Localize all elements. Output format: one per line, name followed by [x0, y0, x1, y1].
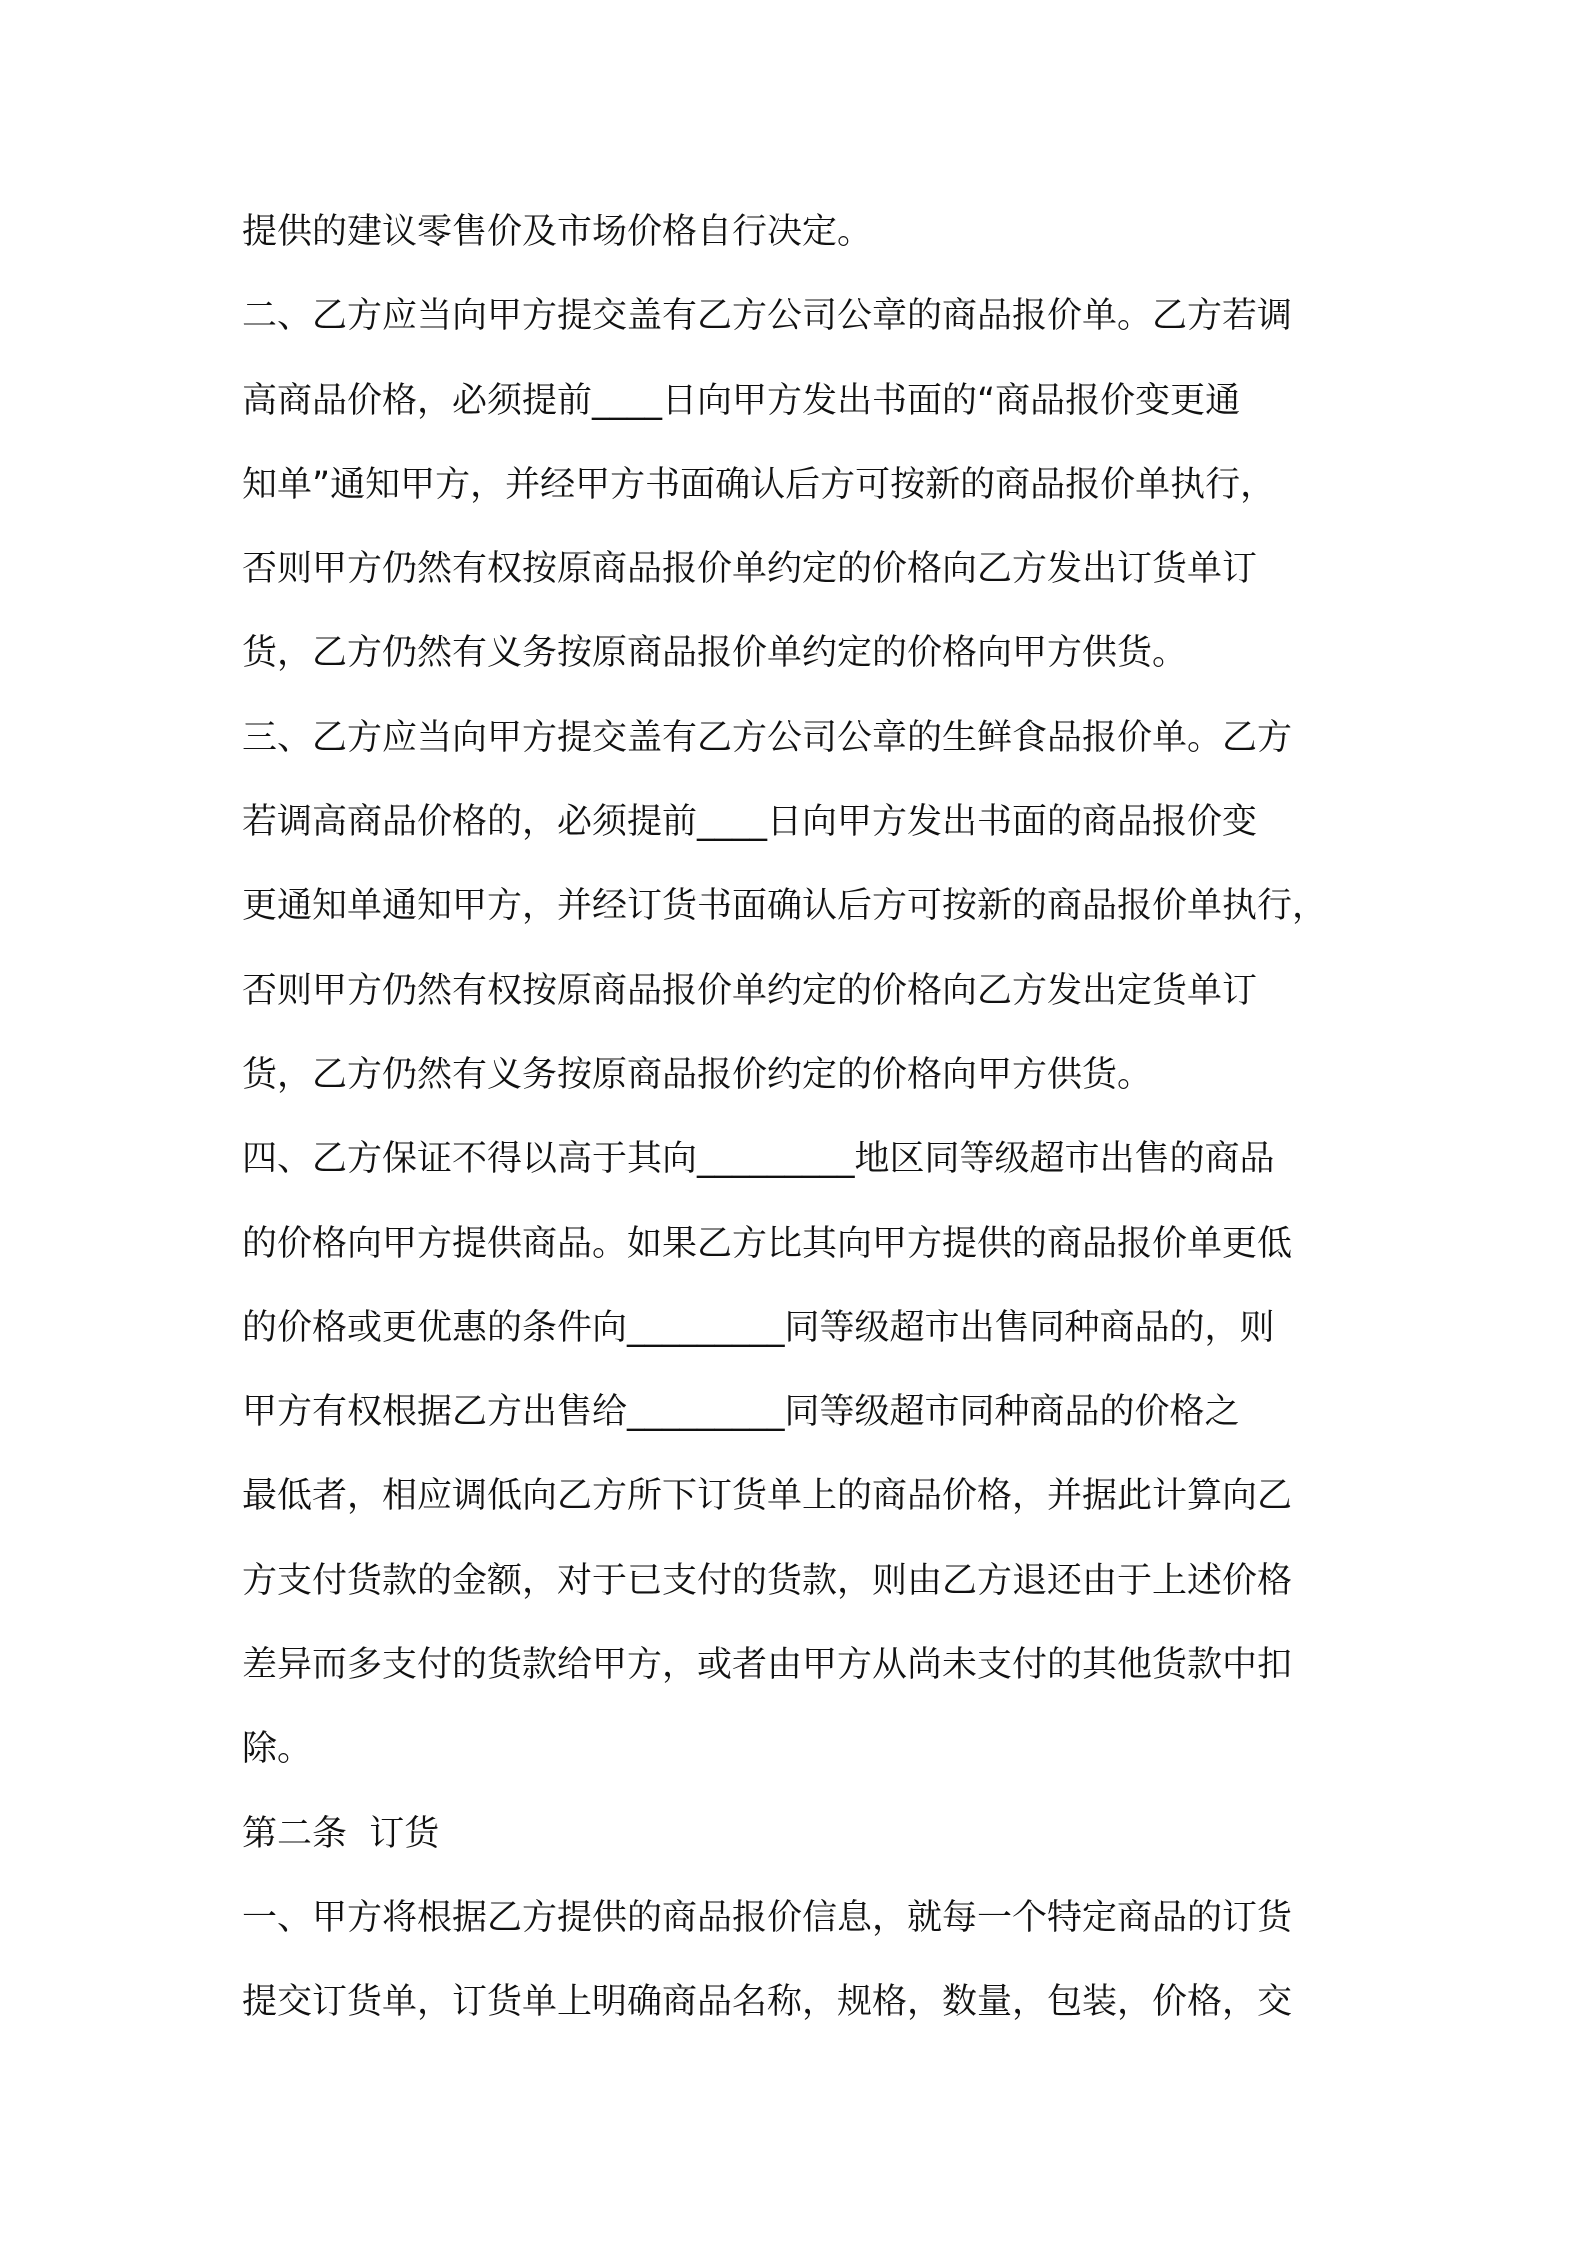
- text-line: 方支付货款的金额，对于已支付的货款，则由乙方退还由于上述价格: [242, 1560, 1293, 1601]
- text-line: 除。: [242, 1729, 313, 1770]
- text-line: 货，乙方仍然有义务按原商品报价约定的价格向甲方供货。: [242, 1054, 1153, 1095]
- text-line: 甲方有权根据乙方出售给_________同等级超市同种商品的价格之: [242, 1392, 1240, 1433]
- text-line: 货，乙方仍然有义务按原商品报价单约定的价格向甲方供货。: [242, 633, 1188, 674]
- text-line: 更通知单通知甲方，并经订货书面确认后方可按新的商品报价单执行，: [242, 886, 1328, 927]
- text-line: 提供的建议零售价及市场价格自行决定。: [242, 212, 873, 252]
- section-heading: 第二条 订货: [242, 1813, 440, 1854]
- text-line: 最低者，相应调低向乙方所下订货单上的商品价格，并据此计算向乙: [242, 1476, 1293, 1517]
- text-line: 二、乙方应当向甲方提交盖有乙方公司公章的商品报价单。乙方若调: [242, 296, 1293, 337]
- text-line: 知单”通知甲方，并经甲方书面确认后方可按新的商品报价单执行，: [242, 464, 1276, 505]
- text-line: 提交订货单，订货单上明确商品名称，规格，数量，包装，价格，交: [242, 1982, 1293, 2023]
- text-line: 一、甲方将根据乙方提供的商品报价信息，就每一个特定商品的订货: [242, 1897, 1293, 1938]
- text-line: 若调高商品价格的，必须提前____日向甲方发出书面的商品报价变: [242, 802, 1258, 843]
- text-line: 四、乙方保证不得以高于其向_________地区同等级超市出售的商品: [242, 1139, 1275, 1180]
- text-line: 否则甲方仍然有权按原商品报价单约定的价格向乙方发出定货单订: [242, 970, 1258, 1011]
- contract-text: [242, 190, 1382, 2045]
- text-line: 高商品价格，必须提前____日向甲方发出书面的“商品报价变更通: [242, 380, 1241, 421]
- text-line: 三、乙方应当向甲方提交盖有乙方公司公章的生鲜食品报价单。乙方: [242, 717, 1293, 758]
- text-line: 的价格向甲方提供商品。如果乙方比其向甲方提供的商品报价单更低: [242, 1223, 1293, 1264]
- text-line: 否则甲方仍然有权按原商品报价单约定的价格向乙方发出订货单订: [242, 549, 1258, 590]
- text-line: 差异而多支付的货款给甲方，或者由甲方从尚未支付的其他货款中扣: [242, 1645, 1293, 1686]
- text-line: 的价格或更优惠的条件向_________同等级超市出售同种商品的，则: [242, 1307, 1275, 1348]
